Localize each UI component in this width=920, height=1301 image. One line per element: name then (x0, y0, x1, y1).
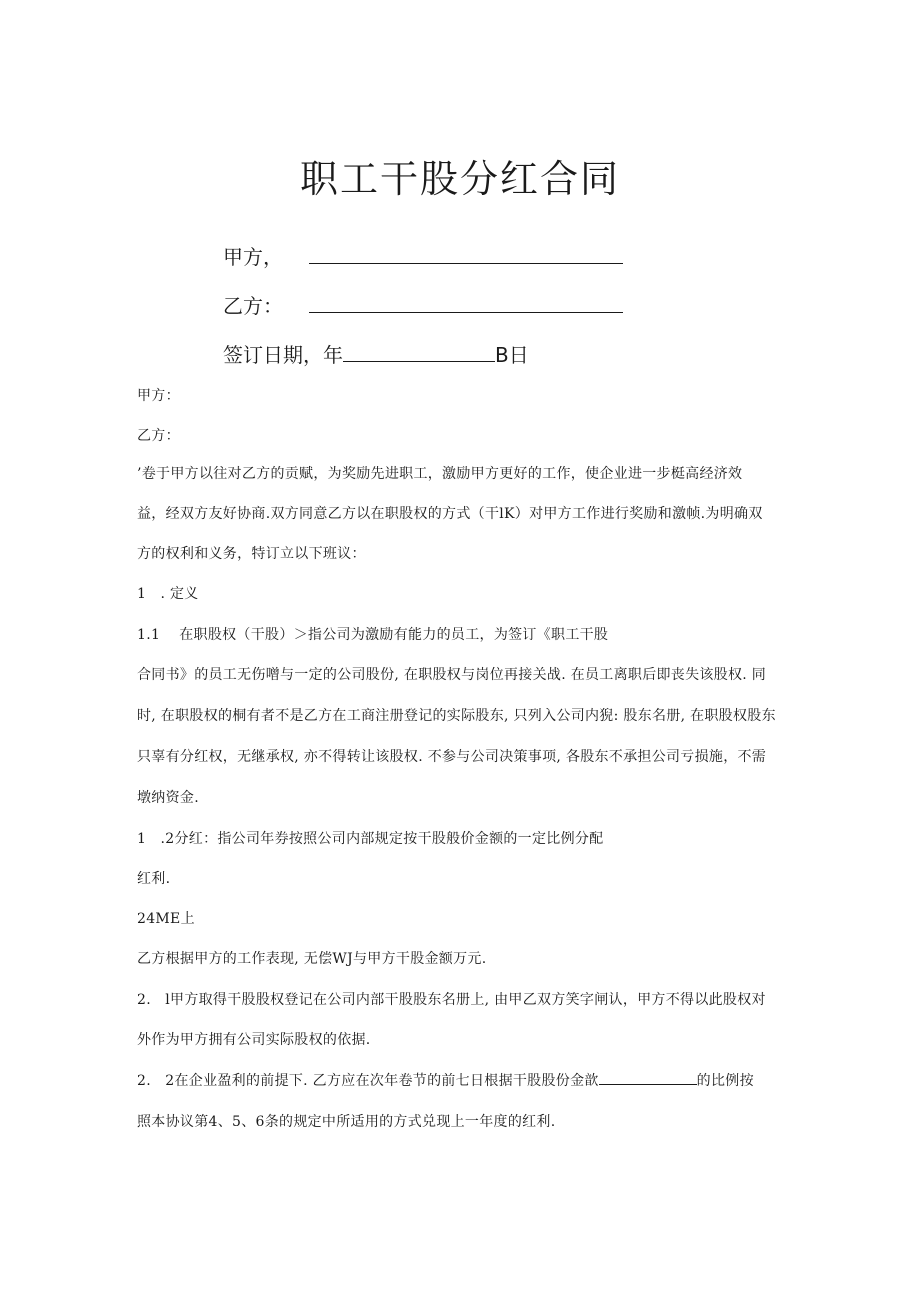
clause-2-2-line-2: 照本协议第4、5、6条的规定中所适用的方式兑现上一年度的红利. (137, 1114, 556, 1130)
party-b-line: 乙方： (137, 428, 180, 444)
clause-1-1-line-4: 只辜有分红权，无继承权, 亦不得转让该股权. 不参与公司决策事项, 各股东不承担公司亏损施，不需 (137, 749, 767, 765)
party-a-line: 甲方： (137, 388, 180, 404)
clause-2-2-tail: 的比例按 (696, 1073, 754, 1089)
sign-date-line (223, 339, 529, 368)
clause-2-1-line-1: 2. l甲方取得干股股权登记在公司内部干股股东名册上, 由甲乙双方笑字闸认，甲方不得以此股权对 (137, 992, 766, 1008)
sign-date-blank (343, 341, 495, 362)
clause-2-2-line-1 (137, 1070, 754, 1090)
sign-date-suffix: B日 (495, 343, 529, 367)
party-b-cover-line (223, 290, 623, 319)
clause-1-1-line-1: 1.1 在职股权（干股）＞指公司为激励有能力的员工，为签订《职工干股 (137, 627, 609, 643)
party-b-blank (309, 292, 623, 313)
intro-line-1: ’卷于甲方以往对乙方的贡赋，为奖励先进职工，激励甲方更好的工作，使企业进一步梃高经济效 (137, 466, 743, 482)
clause-1-1-line-2: 合同书》的员工无伤噌与一定的公司股份, 在职股权与岗位再接关战. 在员工离职后即丧失该股权. 同 (137, 667, 767, 683)
clause-1-1-line-5: 墩纳资金. (137, 790, 199, 806)
sign-date-label: 签订日期，年 (223, 343, 343, 367)
clause-2-1-line-2: 外作为甲方拥有公司实际股权的依据. (137, 1032, 371, 1048)
grant-line: 乙方根据甲方的工作表现, 无偿WJ与甲方干股金额万元. (137, 951, 487, 967)
clause-1-2-line-1: 1 .2分红：指公司年券按照公司内部规定按干股般价金额的一定比例分配 (137, 831, 604, 847)
intro-line-3: 方的权利和义务，特订立以下班议： (137, 546, 366, 562)
document-title: 职工干股分红合同 (299, 157, 620, 201)
clause-1-2-line-2: 红利. (137, 871, 171, 887)
party-a-cover-line (223, 241, 623, 270)
party-b-cover-label: 乙方： (223, 294, 283, 318)
intro-line-2: 益，经双方友好协商.双方同意乙方以在职股权的方式（干lK）对甲方工作进行奖励和激帧.为明确双 (137, 506, 763, 522)
party-a-cover-label: 甲方， (223, 245, 283, 269)
section-2-heading: 24ME上 (137, 911, 195, 927)
clause-2-2-text: 2. 2在企业盈利的前提下. 乙方应在次年卷节的前七日根据干股股份金歆 (137, 1073, 599, 1089)
party-a-blank (309, 243, 623, 264)
clause-1-1-line-3: 时, 在职股权的桐有者不是乙方在工商注册登记的实际股东, 只列入公司内猊: 股东名册, 在职股权股东 (137, 708, 776, 724)
ratio-blank (599, 1072, 697, 1085)
section-1-heading: 1 . 定义 (137, 586, 199, 602)
